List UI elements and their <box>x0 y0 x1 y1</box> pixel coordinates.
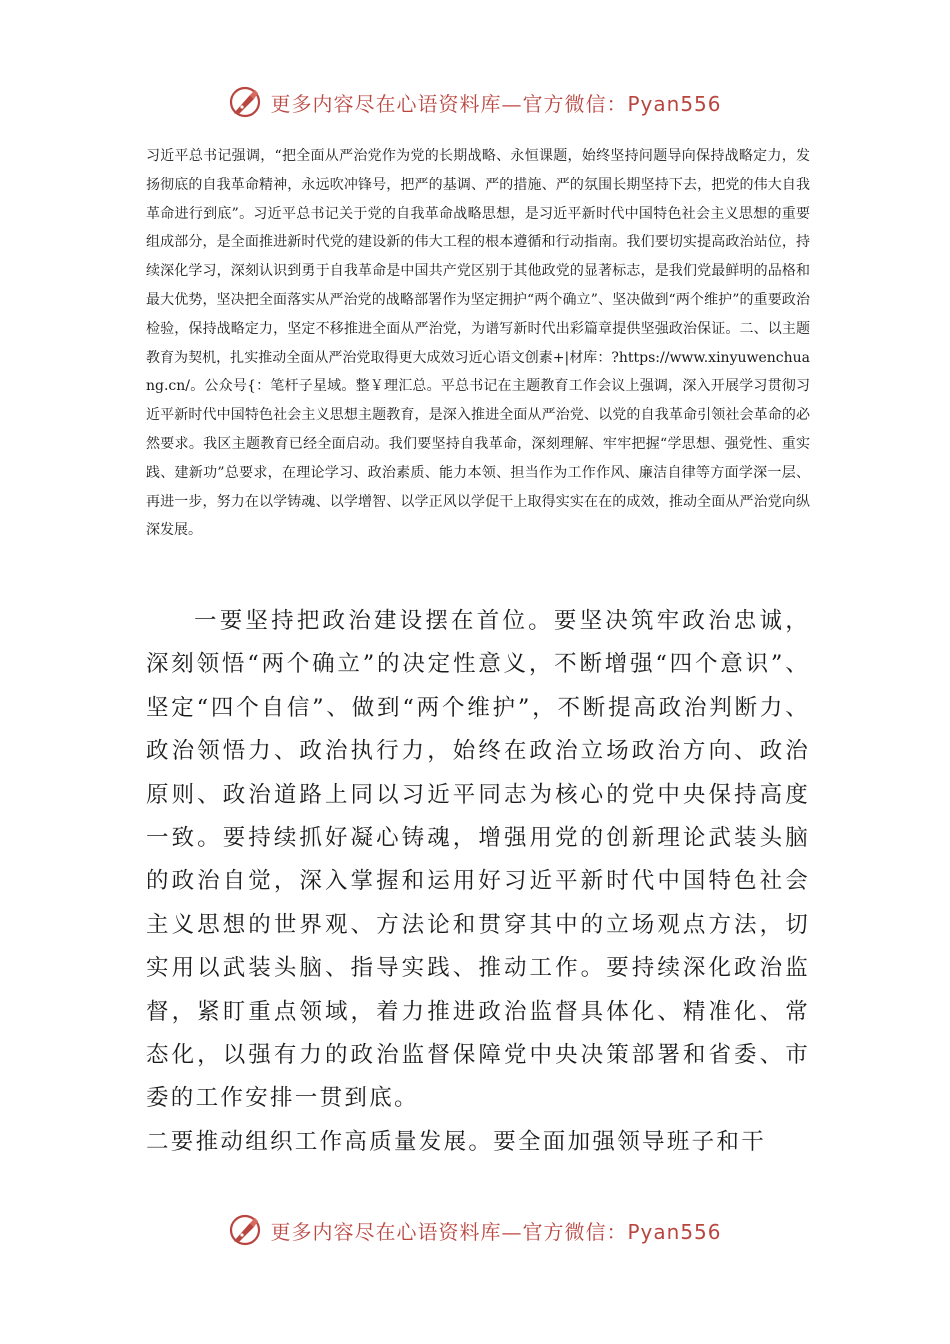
paragraph-political-construction: 一要坚持把政治建设摆在首位。要坚决筑牢政治忠诚，深刻领悟“两个确立”的决定性意义，不断增强“四个意识”、坚定“四个自信”、做到“两个维护”，不断提高政治判断力、政治领悟力、政治执行力，始终在政治立场政治方向、政治原则、政治道路上同以习近平同志为核心的党中央保持高度一致。要持续抓好凝心铸魂，增强用党的创新理论武装头脑的政治自觉，深入掌握和运用好习近平新时代中国特色社会主义思想的世界观、方法论和贯穿其中的立场观点方法，切实用以武装头脑、指导实践、推动工作。要持续深化政治监督，紧盯重点领域，着力推进政治监督具体化、精准化、常态化，以强有力的政治监督保障党中央决策部署和省委、市委的工作安排一贯到底。 <box>146 608 810 1112</box>
watermark-header <box>0 82 950 122</box>
body-text-large <box>146 600 810 1164</box>
body-paragraph-small: 习近平总书记强调，“把全面从严治党作为党的长期战略、永恒课题，始终坚持问题导向保持战略定力，发扬彻底的自我革命精神，永远吹冲锋号，把严的基调、严的措施、严的氛围长期坚持下去，把党的伟大自我革命进行到底”。习近平总书记关于党的自我革命战略思想，是习近平新时代中国特色社会主义思想的重要组成部分，是全面推进新时代党的建设新的伟大工程的根本遵循和行动指南。我们要切实提高政治站位，持续深化学习，深刻认识到勇于自我革命是中国共产党区别于其他政党的显著标志，是我们党最鲜明的品格和最大优势，坚决把全面落实从严治党的战略部署作为坚定拥护“两个确立”、坚决做到“两个维护”的重要政治检验，保持战略定力，坚定不移推进全面从严治党，为谱写新时代出彩篇章提供坚强政治保证。二、以主题教育为契机，扎实推动全面从严治党取得更大成效习近心语文创素+|材库：?https://www.xinyuwenchuang.cn/。公众号{：笔杆子星域。整￥理汇总。平总书记在主题教育工作会议上强调，深入开展学习贯彻习近平新时代中国特色社会主义思想主题教育，是深入推进全面从严治党、以党的自我革命引领社会革命的必然要求。我区主题教育已经全面启动。我们要坚持自我革命，深刻理解、牢牢把握“学思想、强党性、重实践、建新功”总要求，在理论学习、政治素质、能力本领、担当作为工作作风、廉洁自律等方面学深一层、再进一步，努力在以学铸魂、以学增智、以学正风以学促干上取得实实在在的成效，推动全面从严治党向纵深发展。 <box>146 148 810 539</box>
watermark-text: 更多内容尽在心语资料库—官方微信：Pyan556 <box>270 1219 722 1244</box>
paragraph-organization-work: 二要推动组织工作高质量发展。要全面加强领导班子和干 <box>146 1128 767 1155</box>
watermark-text: 更多内容尽在心语资料库—官方微信：Pyan556 <box>270 91 722 116</box>
watermark-footer <box>0 1210 950 1250</box>
pen-nib-logo-icon <box>228 1213 262 1247</box>
pen-nib-logo-icon <box>228 85 262 119</box>
